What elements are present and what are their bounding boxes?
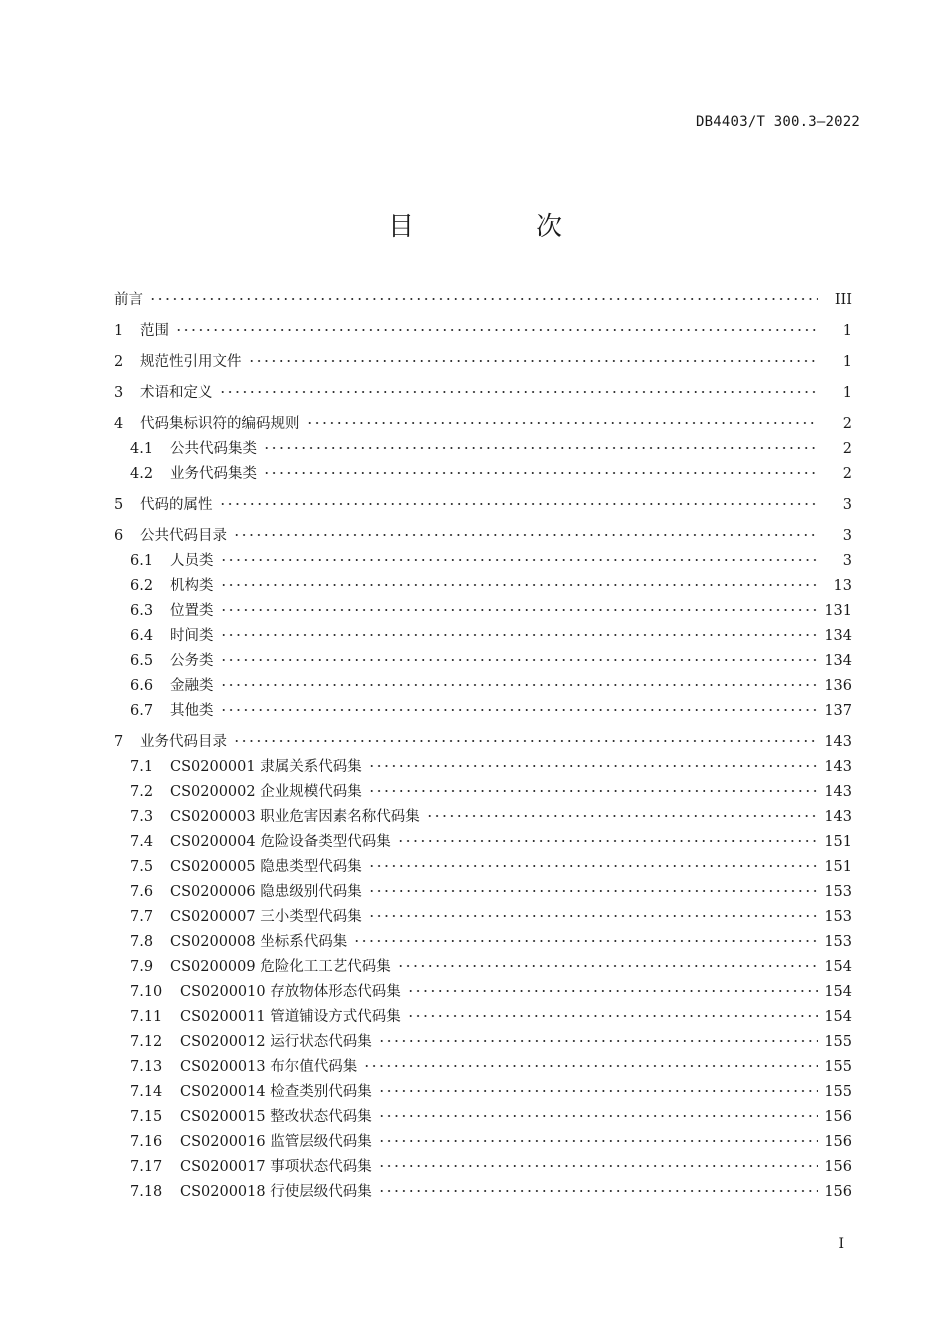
toc-entry-label: CS0200016 监管层级代码集 [180,1134,372,1150]
toc-entry[interactable] [114,905,852,930]
table-of-contents [114,288,852,1205]
toc-entry-page: 2 [842,416,852,432]
toc-entry-page: 156 [824,1159,852,1175]
toc-entry-label: CS0200010 存放物体形态代码集 [180,984,401,1000]
toc-entry-page: 154 [824,984,852,1000]
toc-entry-number: 6.6 [130,678,154,694]
toc-entry-label: CS0200015 整改状态代码集 [180,1109,372,1125]
toc-entry-label: 代码的属性 [140,497,213,513]
toc-entry-number: 7.11 [130,1009,163,1025]
toc-entry-label: 其他类 [170,703,214,719]
toc-entry[interactable] [114,350,852,375]
toc-entry[interactable] [114,880,852,905]
toc-entry-page: 1 [842,354,852,370]
toc-entry-page: 136 [824,678,852,694]
toc-entry-number: 4 [114,416,124,432]
toc-entry-page: 3 [842,553,852,569]
dot-leader [397,840,818,842]
toc-entry-number: 7.17 [130,1159,163,1175]
toc-entry-label: 规范性引用文件 [140,354,242,370]
toc-entry-page: 153 [824,884,852,900]
toc-entry-page: 1 [842,323,852,339]
toc-entry[interactable] [114,381,852,406]
toc-entry-number: 7.2 [130,784,154,800]
toc-entry-page: 154 [824,1009,852,1025]
toc-entry-number: 7 [114,734,124,750]
toc-entry-number: 7.10 [130,984,163,1000]
toc-entry[interactable] [114,755,852,780]
toc-entry-label: CS0200009 危险化工工艺代码集 [170,959,391,975]
toc-entry-page: 151 [824,859,852,875]
toc-entry-label: CS0200004 危险设备类型代码集 [170,834,391,850]
dot-leader [306,422,819,424]
dot-leader [220,559,819,561]
toc-entry-number: 6.7 [130,703,154,719]
toc-entry-label: 术语和定义 [140,385,213,401]
toc-entry-page: 134 [824,653,852,669]
toc-entry-label: CS0200007 三小类型代码集 [170,909,362,925]
dot-leader [149,298,818,300]
toc-entry-number: 6 [114,528,124,544]
toc-entry-label: CS0200012 运行状态代码集 [180,1034,372,1050]
toc-entry-number: 7.16 [130,1134,163,1150]
toc-entry[interactable] [114,830,852,855]
toc-entry[interactable] [114,855,852,880]
toc-entry-label: CS0200014 检查类别代码集 [180,1084,372,1100]
toc-entry-number: 7.18 [130,1184,163,1200]
toc-entry[interactable] [114,462,852,487]
dot-leader [220,634,819,636]
toc-entry-label: CS0200017 事项状态代码集 [180,1159,372,1175]
toc-entry-number: 7.4 [130,834,154,850]
toc-entry-label: CS0200005 隐患类型代码集 [170,859,362,875]
toc-entry-label: 公务类 [170,653,214,669]
toc-entry-label: 机构类 [170,578,214,594]
toc-entry[interactable] [114,674,852,699]
toc-entry[interactable] [114,574,852,599]
toc-entry-number: 7.14 [130,1084,163,1100]
toc-entry-label: CS0200008 坐标系代码集 [170,934,348,950]
toc-entry-label: 人员类 [170,553,214,569]
dot-leader [175,329,818,331]
toc-entry[interactable] [114,730,852,755]
toc-entry[interactable] [114,1005,852,1030]
toc-entry[interactable] [114,437,852,462]
toc-entry-number: 7.12 [130,1034,163,1050]
toc-entry-number: 7.1 [130,759,154,775]
toc-entry-number: 7.7 [130,909,154,925]
toc-entry[interactable] [114,1080,852,1105]
dot-leader [368,865,818,867]
toc-entry-page: 13 [833,578,852,594]
toc-entry[interactable] [114,1180,852,1205]
toc-entry-page: 131 [824,603,852,619]
dot-leader [220,659,819,661]
toc-title: 目 次 [387,212,610,242]
dot-leader [378,1090,818,1092]
toc-entry-page: 143 [824,809,852,825]
toc-entry-label: CS0200003 职业危害因素名称代码集 [170,809,420,825]
toc-entry-number: 6.5 [130,653,154,669]
toc-entry-page: 155 [824,1084,852,1100]
dot-leader [248,360,819,362]
dot-leader [397,965,818,967]
toc-entry-number: 7.3 [130,809,154,825]
toc-entry-page: 3 [842,497,852,513]
toc-entry-number: 5 [114,497,124,513]
toc-entry-number: 6.4 [130,628,154,644]
toc-entry-label: CS0200002 企业规模代码集 [170,784,362,800]
dot-leader [378,1165,818,1167]
toc-entry-label: CS0200006 隐患级别代码集 [170,884,362,900]
toc-entry-label: 业务代码目录 [140,734,227,750]
toc-entry-page: 134 [824,628,852,644]
dot-leader [363,1065,818,1067]
toc-entry[interactable] [114,624,852,649]
toc-entry[interactable] [114,955,852,980]
toc-entry-number: 6.1 [130,553,154,569]
dot-leader [378,1040,818,1042]
toc-entry-page: 156 [824,1109,852,1125]
toc-entry-page: 2 [842,441,852,457]
toc-entry-number: 6.3 [130,603,154,619]
toc-entry[interactable] [114,412,852,437]
dot-leader [407,1015,818,1017]
dot-leader [368,790,818,792]
toc-entry-number: 4.1 [130,441,154,457]
toc-entry-page: 143 [824,734,852,750]
toc-entry-number: 6.2 [130,578,154,594]
dot-leader [263,447,818,449]
toc-entry-page: 3 [842,528,852,544]
dot-leader [426,815,818,817]
page-number: I [838,1236,844,1252]
toc-entry-label: 代码集标识符的编码规则 [140,416,300,432]
toc-entry-label: 前言 [114,292,143,308]
dot-leader [378,1115,818,1117]
dot-leader [368,765,818,767]
toc-entry-number: 7.13 [130,1059,163,1075]
toc-entry-number: 1 [114,323,124,339]
toc-entry-label: 公共代码集类 [170,441,257,457]
toc-entry-number: 7.9 [130,959,154,975]
toc-entry[interactable] [114,319,852,344]
dot-leader [368,890,818,892]
document-code: DB4403/T 300.3—2022 [696,114,860,130]
toc-entry-label: 时间类 [170,628,214,644]
dot-leader [378,1140,818,1142]
toc-entry-page: 1 [842,385,852,401]
toc-entry-label: CS0200011 管道铺设方式代码集 [180,1009,401,1025]
toc-entry-label: 范围 [140,323,169,339]
toc-entry-page: 137 [824,703,852,719]
toc-entry-page: 156 [824,1184,852,1200]
dot-leader [233,740,818,742]
toc-entry-page: 153 [824,934,852,950]
toc-entry-number: 7.5 [130,859,154,875]
toc-entry[interactable] [114,1155,852,1180]
toc-entry[interactable] [114,1130,852,1155]
toc-entry-number: 3 [114,385,124,401]
dot-leader [233,534,818,536]
toc-entry-page: 155 [824,1034,852,1050]
dot-leader [263,472,818,474]
dot-leader [220,584,819,586]
toc-entry[interactable] [114,493,852,518]
toc-entry-number: 4.2 [130,466,154,482]
toc-entry-number: 7.8 [130,934,154,950]
toc-entry-label: 公共代码目录 [140,528,227,544]
dot-leader [219,503,819,505]
dot-leader [353,940,818,942]
dot-leader [378,1190,818,1192]
toc-entry[interactable] [114,599,852,624]
toc-entry-page: 154 [824,959,852,975]
toc-entry[interactable] [114,1055,852,1080]
toc-entry[interactable] [114,288,852,313]
toc-entry-page: 143 [824,759,852,775]
toc-entry-number: 7.6 [130,884,154,900]
toc-entry-number: 7.15 [130,1109,163,1125]
toc-entry-label: CS0200013 布尔值代码集 [180,1059,358,1075]
toc-entry-number: 2 [114,354,124,370]
dot-leader [368,915,818,917]
toc-entry-label: 位置类 [170,603,214,619]
toc-entry-page: 2 [842,466,852,482]
toc-entry[interactable] [114,780,852,805]
toc-entry-page: 153 [824,909,852,925]
toc-entry[interactable] [114,980,852,1005]
toc-entry-label: CS0200018 行使层级代码集 [180,1184,372,1200]
toc-entry[interactable] [114,524,852,549]
toc-entry[interactable] [114,930,852,955]
dot-leader [220,609,819,611]
dot-leader [219,391,819,393]
toc-entry[interactable] [114,649,852,674]
dot-leader [220,709,819,711]
toc-entry-page: 155 [824,1059,852,1075]
toc-entry-page: III [834,292,852,308]
toc-entry[interactable] [114,1105,852,1130]
toc-entry-page: 156 [824,1134,852,1150]
dot-leader [407,990,818,992]
toc-entry[interactable] [114,805,852,830]
toc-entry-label: 金融类 [170,678,214,694]
toc-entry[interactable] [114,699,852,724]
toc-entry-label: CS0200001 隶属关系代码集 [170,759,362,775]
toc-entry-page: 151 [824,834,852,850]
toc-entry-page: 143 [824,784,852,800]
dot-leader [220,684,819,686]
toc-entry[interactable] [114,1030,852,1055]
toc-entry-label: 业务代码集类 [170,466,257,482]
toc-entry[interactable] [114,549,852,574]
